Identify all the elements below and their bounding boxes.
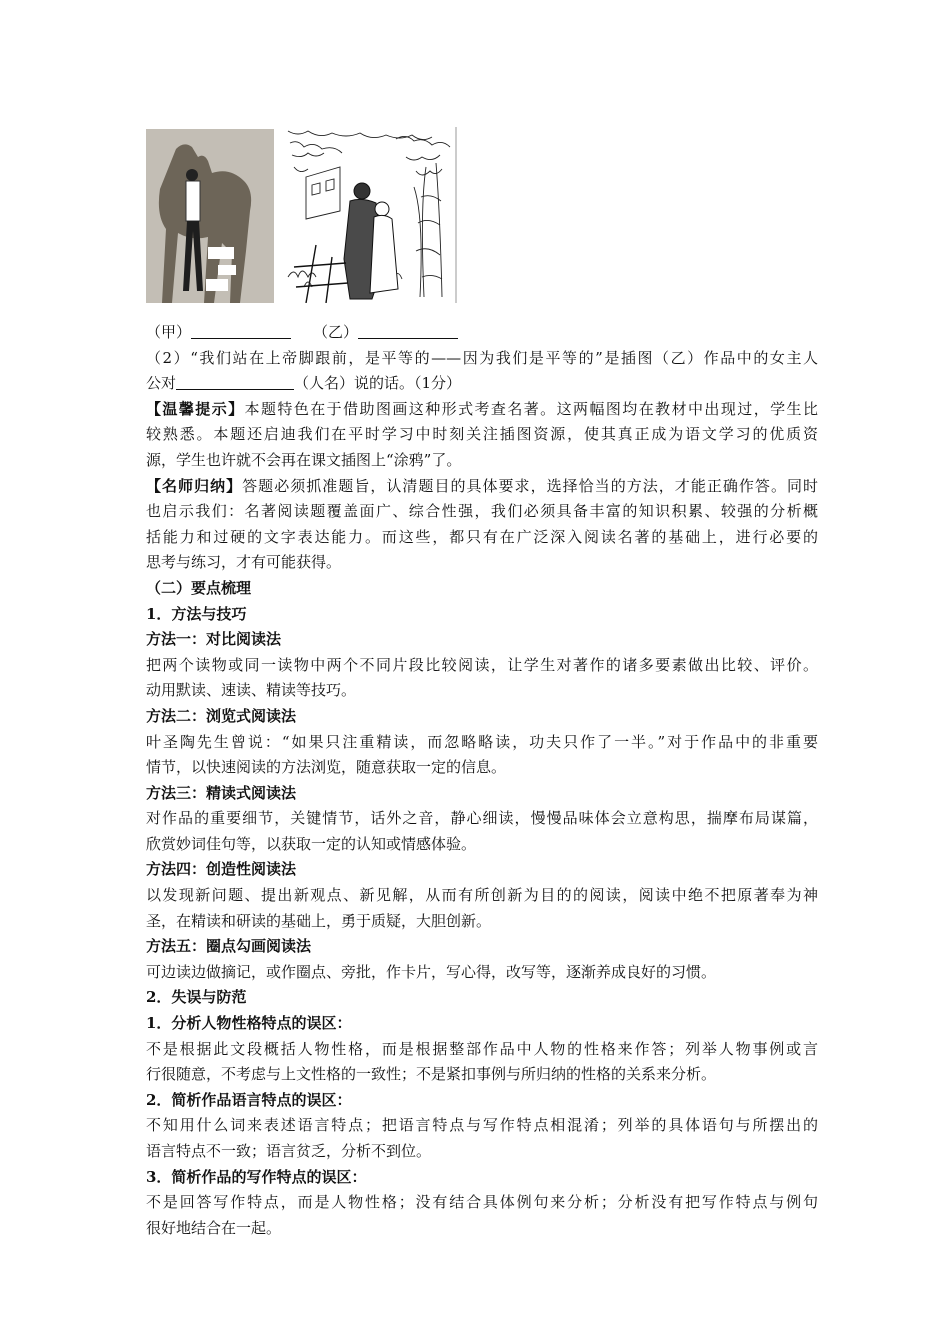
methods-heading: 1．方法与技巧 <box>146 604 247 623</box>
label-yi: （乙） <box>313 323 359 341</box>
summary-line4: 思考与练习，才有可能获得。 <box>146 553 342 572</box>
figure-answer-line <box>146 320 818 346</box>
figure-row <box>146 127 466 305</box>
method-5-title: 方法五：圈点勾画阅读法 <box>146 937 312 956</box>
q2-post: （人名）说的话。（1分） <box>294 374 462 393</box>
pitfall-2-line1: 不知用什么词来表述语言特点；把语言特点与写作特点相混淆；列举的具体语句与所摆出的 <box>146 1116 818 1135</box>
summary-line1: 【名师归纳】答题必须抓准题旨，认清题目的具体要求，选择恰当的方法，才能正确作答。同时 <box>146 476 818 495</box>
method-1-line2: 动用默读、速读、精读等技巧。 <box>146 681 357 700</box>
illustration-jia <box>146 129 274 303</box>
tip-line3: 源，学生也许就不会再在课文插图上“涂鸦”了。 <box>146 450 462 469</box>
illustration-yi <box>286 127 461 303</box>
section-title: （二）要点梳理 <box>146 578 252 597</box>
method-1-line1: 把两个读物或同一读物中两个不同片段比较阅读，让学生对著作的诸多要素做出比较、评价。 <box>146 655 818 674</box>
method-2-line2: 情节，以快速阅读的方法浏览，随意获取一定的信息。 <box>146 758 507 777</box>
pitfall-2-title: 2．简析作品语言特点的误区： <box>146 1090 352 1109</box>
tip-label: 【温馨提示】 <box>146 399 245 418</box>
method-1-title: 方法一：对比阅读法 <box>146 630 282 649</box>
q2-line1: （2）“我们站在上帝脚跟前，是平等的——因为我们是平等的”是插图（乙）作品中的女主人 <box>146 348 818 367</box>
method-3-title: 方法三：精读式阅读法 <box>146 783 297 802</box>
summary-line3: 括能力和过硬的文字表达能力。而这些，都只有在广泛深入阅读名著的基础上，进行必要的 <box>146 527 818 546</box>
method-3-line1: 对作品的重要细节，关键情节，话外之音，静心细读，慢慢品味体会立意构思，揣摩布局谋篇， <box>146 809 818 828</box>
method-5-line1: 可边读边做摘记，或作圈点、旁批，作卡片，写心得，改写等，逐渐养成良好的习惯。 <box>146 962 717 981</box>
summary-line2: 也启示我们：名著阅读题覆盖面广、综合性强，我们必须具备丰富的知识积累、较强的分析概 <box>146 502 818 521</box>
pitfall-3-line1: 不是回答写作特点，而是人物性格；没有结合具体例句来分析；分析没有把写作特点与例句 <box>146 1193 818 1212</box>
pitfalls-heading: 2．失误与防范 <box>146 988 247 1007</box>
pitfall-1-line1: 不是根据此文段概括人物性格，而是根据整部作品中人物的性格来作答；列举人物事例或言 <box>146 1039 818 1058</box>
method-2-title: 方法二：浏览式阅读法 <box>146 706 297 725</box>
pitfall-3-title: 3．简析作品的写作特点的误区： <box>146 1167 367 1186</box>
method-4-line1: 以发现新问题、提出新观点、新见解，从而有所创新为目的的阅读，阅读中绝不把原著奉为神 <box>146 886 818 905</box>
method-2-line1: 叶圣陶先生曾说：“如果只注重精读，而忽略略读，功夫只作了一半。”对于作品中的非重要 <box>146 732 818 751</box>
q2-pre: 公对 <box>146 374 177 393</box>
tip-line1: 【温馨提示】本题特色在于借助图画这种形式考查名著。这两幅图均在教材中出现过，学生比 <box>146 399 818 418</box>
document-body <box>146 320 818 1241</box>
pitfall-1-title: 1．分析人物性格特点的误区： <box>146 1014 352 1033</box>
blank-yi[interactable] <box>358 322 458 339</box>
summary-label: 【名师归纳】 <box>146 476 243 495</box>
method-4-title: 方法四：创造性阅读法 <box>146 860 297 879</box>
pitfall-3-line2: 很好地结合在一起。 <box>146 1218 282 1237</box>
blank-jia[interactable] <box>191 322 291 339</box>
tip-line2: 较熟悉。本题还启迪我们在平时学习中时刻关注插图资源，使其真正成为语文学习的优质资 <box>146 425 818 444</box>
pitfall-1-line2: 行很随意，不考虑与上文性格的一致性；不是紧扣事例与所归纳的性格的关系来分析。 <box>146 1065 717 1084</box>
method-3-line2: 欣赏妙词佳句等，以获取一定的认知或情感体验。 <box>146 834 477 853</box>
pitfall-2-line2: 语言特点不一致；语言贫乏，分析不到位。 <box>146 1142 432 1160</box>
q2-line2 <box>146 371 818 397</box>
method-4-line2: 圣，在精读和研读的基础上，勇于质疑，大胆创新。 <box>146 911 492 930</box>
blank-person-name[interactable] <box>176 373 294 390</box>
label-jia: （甲） <box>146 323 192 341</box>
